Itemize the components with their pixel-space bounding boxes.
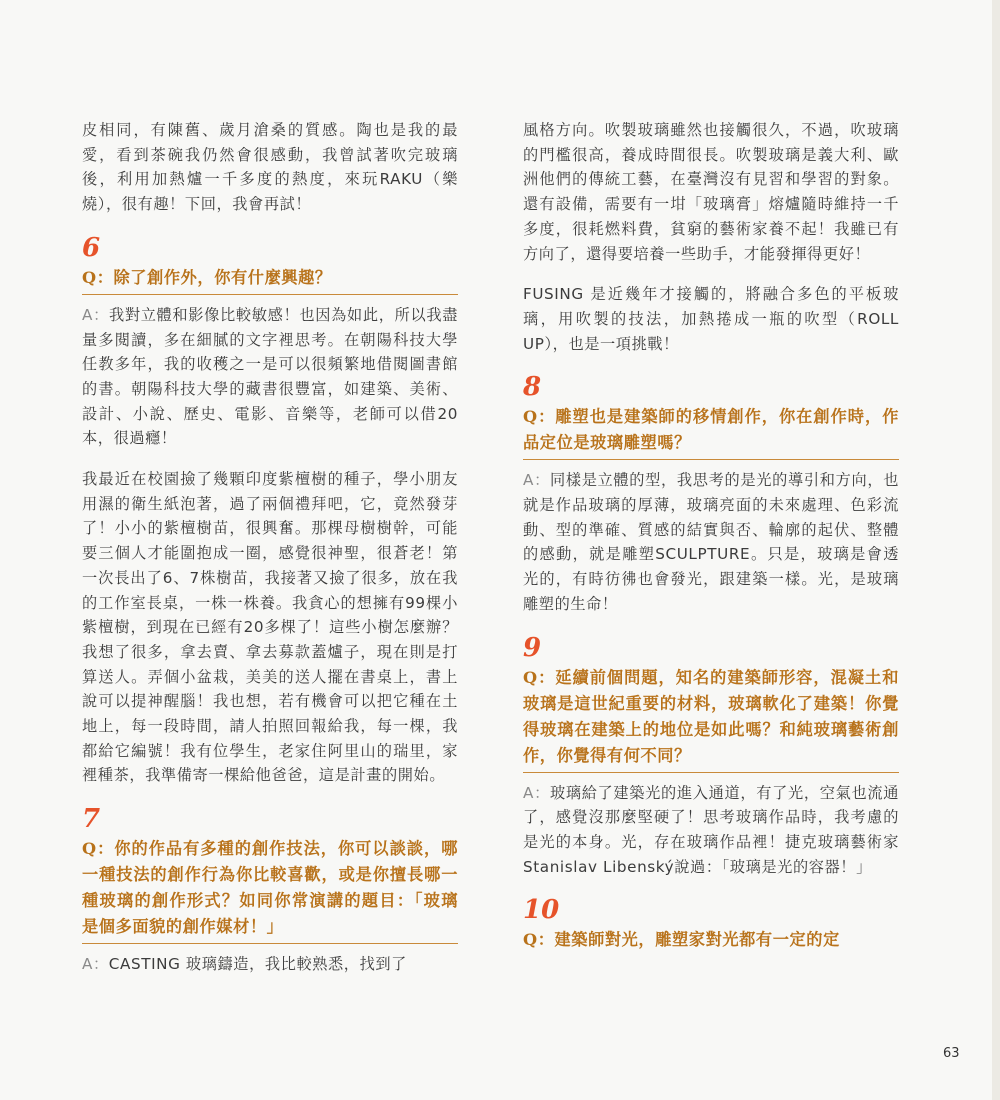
answer-6-paragraph-2: 我最近在校園撿了幾顆印度紫檀樹的種子，學小朋友用濕的衛生紙泡著，過了兩個禮拜吧，它，竟然發芽了！小小的紫檀樹苗，很興奮。那棵母樹樹幹，可能要三個人才能圍抱成一圈，感覺很神聖，很蒼老！第一次長出了6、7株樹苗，我接著又撿了很多，放在我的工作室長桌，一株一株養。我貪心的想擁有99棵小紫檀樹，到現在已經有20多棵了！這些小樹怎麼辦？我想了很多，拿去賣、拿去募款蓋爐子，現在則是打算送人。弄個小盆栽，美美的送人擺在書桌上，書上說可以提神醒腦！我也想，若有機會可以把它種在土地上，每一段時間，請人拍照回報給我，每一棵，我都給它編號！我有位學生，老家住阿里山的瑞里，家裡種茶，我準備寄一棵給他爸爸，這是計畫的開始。 <box>82 470 458 785</box>
page-number: 63 <box>943 1046 960 1061</box>
question-number-9: 9 <box>523 632 542 663</box>
intro-paragraph: 皮相同，有陳舊、歲月滄桑的質感。陶也是我的最愛，看到茶碗我仍然會很感動，我曾試著吹完玻璃後，利用加熱爐一千多度的熱度，來玩RAKU（樂燒），很有趣！下回，我會再試！ <box>82 121 458 214</box>
right-column <box>523 118 899 956</box>
question-10: Q：建築師對光，雕塑家對光都有一定的定 <box>523 930 840 950</box>
answer-label: A： <box>82 955 109 974</box>
paragraph-gap <box>82 451 458 467</box>
answer-7 <box>82 952 458 977</box>
page-spine-edge <box>992 0 1000 1100</box>
left-column <box>82 118 458 977</box>
question-6: Q：除了創作外，你有什麼興趣？ <box>82 265 458 295</box>
answer-label: A： <box>523 783 550 802</box>
paragraph-gap <box>523 266 899 282</box>
question-8: Q：雕塑也是建築師的移情創作，你在創作時，作品定位是玻璃雕塑嗎？ <box>523 404 899 460</box>
question-number-10: 10 <box>523 895 560 926</box>
answer-6-text: 我對立體和影像比較敏感！也因為如此，所以我盡量多閱讀，多在細膩的文字裡思考。在朝陽科技大學任教多年，我的收穫之一是可以很頻繁地借閱圖書館的書。朝陽科技大學的藏書很豐富，如建築、美術、設計、小說、歷史、電影、音樂等，老師可以借20本，很過癮！ <box>82 305 459 448</box>
question-number-7: 7 <box>82 804 101 835</box>
answer-7-text: CASTING 玻璃鑄造，我比較熟悉，找到了 <box>108 955 407 974</box>
question-number-8: 8 <box>523 372 542 403</box>
answer-8 <box>523 468 899 616</box>
answer-label: A： <box>523 471 550 490</box>
question-7: Q：你的作品有多種的創作技法，你可以談談，哪一種技法的創作行為你比較喜歡，或是你擅長哪一種玻璃的創作形式？如同你常演講的題目：「玻璃是個多面貌的創作媒材！」 <box>82 836 458 944</box>
answer-label: A： <box>82 305 109 324</box>
question-9: Q：延續前個問題，知名的建築師形容，混凝土和玻璃是這世紀重要的材料，玻璃軟化了建築！你覺得玻璃在建築上的地位是如此嗎？和純玻璃藝術創作，你覺得有何不同？ <box>523 665 899 773</box>
question-number-6: 6 <box>82 232 101 263</box>
continued-paragraph: 風格方向。吹製玻璃雖然也接觸很久，不過，吹玻璃的門檻很高，養成時間很長。吹製玻璃是義大利、歐洲他們的傳統工藝，在臺灣沒有見習和學習的對象。還有設備，需要有一坩「玻璃膏」熔爐隨時維持一千多度，很耗燃料費，貧窮的藝術家養不起！我雖已有方向了，還得要培養一些助手，才能發揮得更好！ <box>523 121 899 263</box>
answer-8-text: 同樣是立體的型，我思考的是光的導引和方向，也就是作品玻璃的厚薄，玻璃亮面的未來處理、色彩流動、型的準確、質感的結實與否、輪廓的起伏、整體的感動，就是雕塑SCULPTURE。只是，玻璃是會透光的，有時彷彿也會發光，跟建築一樣。光，是玻璃雕塑的生命！ <box>523 471 900 613</box>
fusing-paragraph: FUSING 是近幾年才接觸的，將融合多色的平板玻璃，用吹製的技法，加熱捲成一瓶的吹型（ROLL UP），也是一項挑戰！ <box>523 285 899 353</box>
answer-9 <box>523 781 899 880</box>
answer-9-text: 玻璃給了建築光的進入通道，有了光，空氣也流通了，感覺沒那麼堅硬了！思考玻璃作品時，我考慮的是光的本身。光，存在玻璃作品裡！捷克玻璃藝術家Stanislav Libenský說過：「玻璃是光的容器！」 <box>523 783 900 876</box>
answer-6 <box>82 303 458 451</box>
